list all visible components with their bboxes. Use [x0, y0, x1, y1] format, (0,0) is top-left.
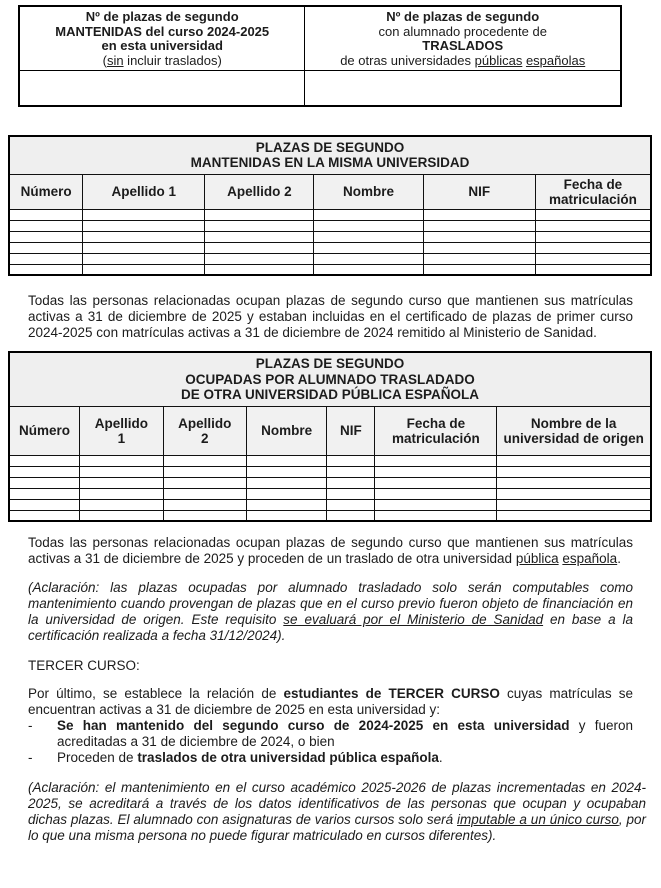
empty-cell — [247, 477, 327, 488]
empty-cell — [80, 466, 163, 477]
empty-cell — [535, 242, 651, 253]
table-row — [9, 488, 651, 499]
empty-cell — [9, 455, 80, 466]
empty-cell — [327, 466, 375, 477]
column-header-nombre: Nombre — [314, 174, 423, 209]
bullet-dash: - — [28, 750, 33, 765]
summary-left-line2: MANTENIDAS del curso 2024-2025 — [55, 23, 270, 39]
empty-cell — [83, 253, 205, 264]
empty-cell — [9, 231, 83, 242]
empty-cell — [205, 253, 314, 264]
empty-cell — [375, 455, 497, 466]
table-row — [9, 499, 651, 510]
empty-cell — [9, 466, 80, 477]
tercer-curso-bullet-list — [28, 718, 633, 766]
column-header-numero: Número — [9, 174, 83, 209]
column-header-apellido1: Apellido 1 — [83, 174, 205, 209]
empty-cell — [423, 242, 535, 253]
table-row — [9, 455, 651, 466]
empty-cell — [80, 510, 163, 521]
summary-right-line3: TRASLADOS — [422, 38, 504, 53]
empty-cell — [80, 499, 163, 510]
empty-cell — [9, 510, 80, 521]
empty-cell — [327, 455, 375, 466]
empty-cell — [205, 242, 314, 253]
empty-cell — [163, 477, 246, 488]
column-header-apellido2: Apellido 2 — [205, 174, 314, 209]
bullet-text: Proceden de traslados de otra universidad pública española. — [57, 750, 443, 765]
empty-cell — [535, 220, 651, 231]
plazas-mantenidas-table-title: PLAZAS DE SEGUNDO MANTENIDAS EN LA MISMA UNIVERSIDAD — [9, 136, 651, 175]
empty-cell — [83, 209, 205, 220]
empty-cell — [9, 220, 83, 231]
aclaracion-traslados: (Aclaración: las plazas ocupadas por alumnado trasladado solo serán computables como mantenimiento cuando provengan de plazas que en el curso previo fueron objeto de financiación en la universidad de origen. Este requisito se evaluará por el Ministerio de Sanidad en base a la certificación realizada a fecha 31/12/2024). — [28, 580, 634, 643]
column-header-fecha: Fecha de matriculación — [375, 406, 497, 455]
paragraph-mantenidas: Todas las personas relacionadas ocupan plazas de segundo curso que mantienen sus matrículas activas a 31 de diciembre de 2025 y estaban incluidas en el certificado de plazas de primer curso 2024-2025 con matrículas activas a 31 de diciembre de 2024 remitido al Ministerio de Sanidad. — [28, 293, 633, 340]
empty-cell — [247, 499, 327, 510]
paragraph-trasladados: Todas las personas relacionadas ocupan plazas de segundo curso que mantienen sus matrículas activas a 31 de diciembre de 2025 y proceden de un traslado de otra universidad pública española. — [28, 535, 633, 566]
bullet-text: Se han mantenido del segundo curso de 2024-2025 en esta universidad y fueron acreditadas a 31 de diciembre de 2024, o bien — [57, 718, 633, 749]
summary-left-header-cell — [19, 6, 305, 71]
list-item — [28, 750, 633, 766]
empty-cell — [535, 209, 651, 220]
empty-cell — [423, 264, 535, 275]
empty-cell — [80, 455, 163, 466]
empty-cell — [497, 499, 651, 510]
empty-cell — [535, 231, 651, 242]
empty-cell — [497, 477, 651, 488]
empty-cell — [205, 220, 314, 231]
empty-cell — [9, 242, 83, 253]
empty-cell — [80, 488, 163, 499]
empty-cell — [327, 488, 375, 499]
table-row — [9, 477, 651, 488]
plazas-mantenidas-header-row — [9, 174, 651, 209]
empty-cell — [9, 264, 83, 275]
empty-cell — [163, 499, 246, 510]
empty-cell — [83, 242, 205, 253]
empty-cell — [535, 253, 651, 264]
empty-cell — [83, 220, 205, 231]
plazas-trasladados-table-title: PLAZAS DE SEGUNDO OCUPADAS POR ALUMNADO TRASLADADO DE OTRA UNIVERSIDAD PÚBLICA ESPAÑOLA — [9, 352, 651, 406]
empty-cell — [375, 466, 497, 477]
empty-cell — [163, 510, 246, 521]
empty-cell — [163, 466, 246, 477]
plazas-traslados-count-cell — [305, 71, 621, 106]
empty-cell — [423, 231, 535, 242]
table-row — [9, 209, 651, 220]
summary-right-line2: con alumnado procedente de — [378, 23, 547, 39]
empty-cell — [327, 477, 375, 488]
plazas-trasladados-table — [8, 351, 652, 522]
table-row — [9, 220, 651, 231]
empty-cell — [375, 510, 497, 521]
column-header-apellido1: Apellido 1 — [80, 406, 163, 455]
empty-cell — [314, 264, 423, 275]
table-row — [9, 242, 651, 253]
empty-cell — [80, 477, 163, 488]
empty-cell — [497, 510, 651, 521]
empty-cell — [423, 220, 535, 231]
table-row — [9, 231, 651, 242]
empty-cell — [9, 477, 80, 488]
plazas-mantenidas-table — [8, 135, 652, 277]
plazas-mantenidas-count-cell — [19, 71, 305, 106]
empty-cell — [163, 455, 246, 466]
column-header-apellido2: Apellido 2 — [163, 406, 246, 455]
empty-cell — [375, 499, 497, 510]
bullet-dash: - — [28, 718, 33, 733]
tercer-curso-heading: TERCER CURSO: — [28, 658, 140, 673]
empty-cell — [497, 466, 651, 477]
aclaracion-mantenimiento: (Aclaración: el mantenimiento en el curso académico 2025-2026 de plazas incrementadas en 2024-2025, se acreditará a través de los datos identificativos de las personas que ocupan y ocupaban dichas plazas. El alumnado con asignaturas de varios cursos solo será imputable a un único curso, por lo que una misma persona no puede figurar matriculado en cursos diferentes). — [28, 780, 646, 843]
summary-left-line4: (sin incluir traslados) — [102, 52, 222, 68]
summary-right-header-cell — [305, 6, 621, 71]
empty-cell — [423, 253, 535, 264]
paragraph-tercer-curso: Por último, se establece la relación de estudiantes de TERCER CURSO cuyas matrículas se encuentran activas a 31 de diciembre de 2025 en esta universidad y: — [28, 686, 633, 717]
empty-cell — [497, 455, 651, 466]
empty-cell — [423, 209, 535, 220]
empty-cell — [314, 231, 423, 242]
empty-cell — [327, 499, 375, 510]
list-item — [28, 718, 633, 750]
column-header-nif: NIF — [327, 406, 375, 455]
empty-cell — [247, 455, 327, 466]
empty-cell — [9, 499, 80, 510]
empty-cell — [247, 466, 327, 477]
empty-cell — [205, 209, 314, 220]
empty-cell — [9, 488, 80, 499]
empty-cell — [535, 264, 651, 275]
empty-cell — [83, 264, 205, 275]
empty-cell — [205, 264, 314, 275]
empty-cell — [314, 209, 423, 220]
table-row — [9, 264, 651, 275]
empty-cell — [205, 231, 314, 242]
empty-cell — [314, 220, 423, 231]
summary-right-line4: de otras universidades públicas españolas — [340, 52, 586, 68]
empty-cell — [247, 510, 327, 521]
column-header-nombre: Nombre — [247, 406, 327, 455]
summary-counts-table — [18, 5, 622, 107]
empty-cell — [497, 488, 651, 499]
empty-cell — [9, 209, 83, 220]
empty-cell — [375, 488, 497, 499]
summary-right-line1: Nº de plazas de segundo — [386, 9, 540, 24]
column-header-universidad-origen: Nombre de la universidad de origen — [497, 406, 651, 455]
table-row — [9, 510, 651, 521]
table-row — [9, 466, 651, 477]
column-header-fecha: Fecha de matriculación — [535, 174, 651, 209]
empty-cell — [9, 253, 83, 264]
column-header-nif: NIF — [423, 174, 535, 209]
summary-left-line1: Nº de plazas de segundo — [85, 9, 239, 24]
column-header-numero: Número — [9, 406, 80, 455]
empty-cell — [163, 488, 246, 499]
empty-cell — [314, 242, 423, 253]
empty-cell — [327, 510, 375, 521]
empty-cell — [375, 477, 497, 488]
summary-left-line3: en esta universidad — [101, 38, 223, 53]
empty-cell — [83, 231, 205, 242]
plazas-trasladados-header-row — [9, 406, 651, 455]
empty-cell — [247, 488, 327, 499]
empty-cell — [314, 253, 423, 264]
table-row — [9, 253, 651, 264]
